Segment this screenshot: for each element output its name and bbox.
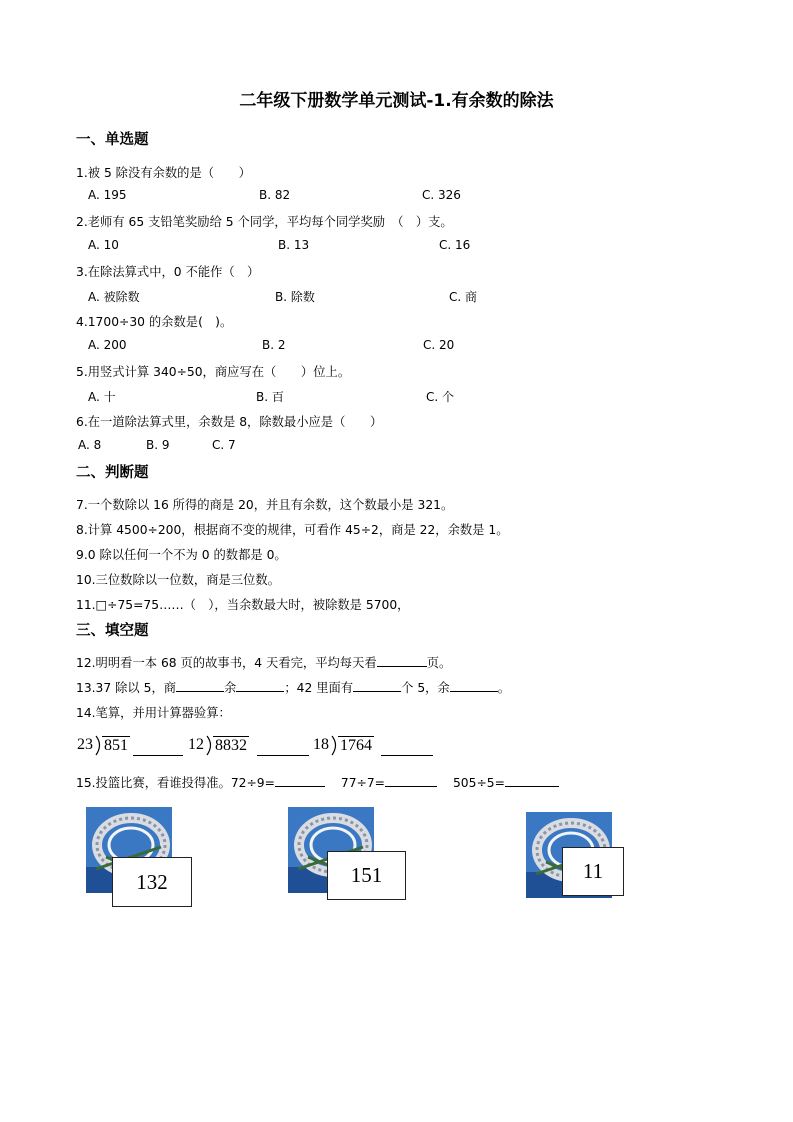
section-heading-true-false: 二、判断题: [76, 465, 149, 481]
question-2: 2.老师有 65 支铅笔奖励给 5 个同学，平均每个同学奖励 （ ）支。: [76, 215, 453, 229]
ld1-divisor: 23: [77, 736, 93, 753]
q6-option-b[interactable]: B. 9: [146, 438, 170, 452]
section-heading-fill-in: 三、填空题: [76, 623, 149, 639]
question-6: 6.在一道除法算式里，余数是 8，除数最小应是（ ）: [76, 415, 383, 429]
question-7: 7.一个数除以 16 所得的商是 20，并且有余数，这个数最小是 321。: [76, 498, 454, 512]
ld2-answer-blank[interactable]: [257, 755, 309, 756]
q5-option-a[interactable]: A. 十: [88, 390, 116, 404]
question-4: 4.1700÷30 的余数是( )。: [76, 315, 233, 329]
question-8: 8.计算 4500÷200，根据商不变的规律，可看作 45÷2，商是 22，余数是 1。: [76, 523, 509, 537]
ld1-answer-blank[interactable]: [133, 755, 183, 756]
q4-option-c[interactable]: C. 20: [423, 338, 455, 352]
q6-option-a[interactable]: A. 8: [78, 438, 102, 452]
q15-blank-2[interactable]: [385, 774, 437, 787]
q15-blank-3[interactable]: [505, 774, 559, 787]
q13-text-4: 个 5，余: [401, 681, 450, 695]
q1-option-b[interactable]: B. 82: [259, 188, 291, 202]
section-heading-single-choice: 一、单选题: [76, 132, 149, 148]
q13-text-1: 13.37 除以 5，商: [76, 681, 177, 695]
q15-expr-1: 72÷9=: [230, 776, 275, 790]
q3-option-c[interactable]: C. 商: [449, 290, 478, 304]
ld3-dividend: 1764: [340, 737, 372, 754]
q4-option-a[interactable]: A. 200: [88, 338, 127, 352]
question-1: 1.被 5 除没有余数的是（ ）: [76, 166, 251, 180]
q12-answer-blank[interactable]: [377, 654, 427, 667]
q2-option-a[interactable]: A. 10: [88, 238, 119, 252]
question-9: 9.0 除以任何一个不为 0 的数都是 0。: [76, 548, 287, 562]
q6-option-c[interactable]: C. 7: [212, 438, 236, 452]
q2-option-b[interactable]: B. 13: [278, 238, 310, 252]
q13-quotient-blank[interactable]: [176, 679, 224, 692]
q1-option-a[interactable]: A. 195: [88, 188, 127, 202]
score-card-2: 151: [327, 851, 406, 900]
ld2-divisor: 12: [188, 736, 204, 753]
question-13: [76, 678, 510, 696]
ld2-dividend: 8832: [215, 737, 247, 754]
q5-option-c[interactable]: C. 个: [426, 390, 455, 404]
ld1-dividend: 851: [104, 737, 128, 754]
score-card-1: 132: [112, 857, 192, 907]
q5-option-b[interactable]: B. 百: [256, 390, 284, 404]
q13-text-2: 余: [224, 681, 237, 695]
q13-count-blank[interactable]: [353, 679, 401, 692]
question-15: [76, 773, 559, 791]
q13-text-5: 。: [497, 681, 511, 695]
q2-option-c[interactable]: C. 16: [439, 238, 471, 252]
page-title: 二年级下册数学单元测试-1.有余数的除法: [239, 91, 554, 111]
question-5: 5.用竖式计算 340÷50，商应写在（ ）位上。: [76, 365, 351, 379]
score-card-3: 11: [562, 847, 624, 896]
ld3-divisor: 18: [313, 736, 329, 753]
question-14: 14.笔算，并用计算器验算：: [76, 706, 231, 720]
question-10: 10.三位数除以一位数，商是三位数。: [76, 573, 281, 587]
q15-text: 15.投篮比赛，看谁投得准。: [76, 776, 231, 790]
q3-option-a[interactable]: A. 被除数: [88, 290, 140, 304]
ld3-answer-blank[interactable]: [381, 755, 433, 756]
q12-text: 12.明明看一本 68 页的故事书，4 天看完，平均每天看: [76, 656, 377, 670]
q15-expr-3: 505÷5=: [452, 776, 505, 790]
q15-expr-2: 77÷7=: [340, 776, 385, 790]
q13-remainder2-blank[interactable]: [450, 679, 498, 692]
q4-option-b[interactable]: B. 2: [262, 338, 286, 352]
question-12: [76, 653, 451, 671]
question-11: 11.□÷75=75……（ ），当余数最大时，被除数是 5700，: [76, 598, 410, 612]
q13-remainder-blank[interactable]: [236, 679, 284, 692]
q12-suffix: 页。: [426, 656, 452, 670]
q1-option-c[interactable]: C. 326: [422, 188, 461, 202]
q13-text-3: ；42 里面有: [284, 681, 354, 695]
question-3: 3.在除法算式中，0 不能作（ ）: [76, 265, 260, 279]
q3-option-b[interactable]: B. 除数: [275, 290, 315, 304]
q15-blank-1[interactable]: [275, 774, 325, 787]
